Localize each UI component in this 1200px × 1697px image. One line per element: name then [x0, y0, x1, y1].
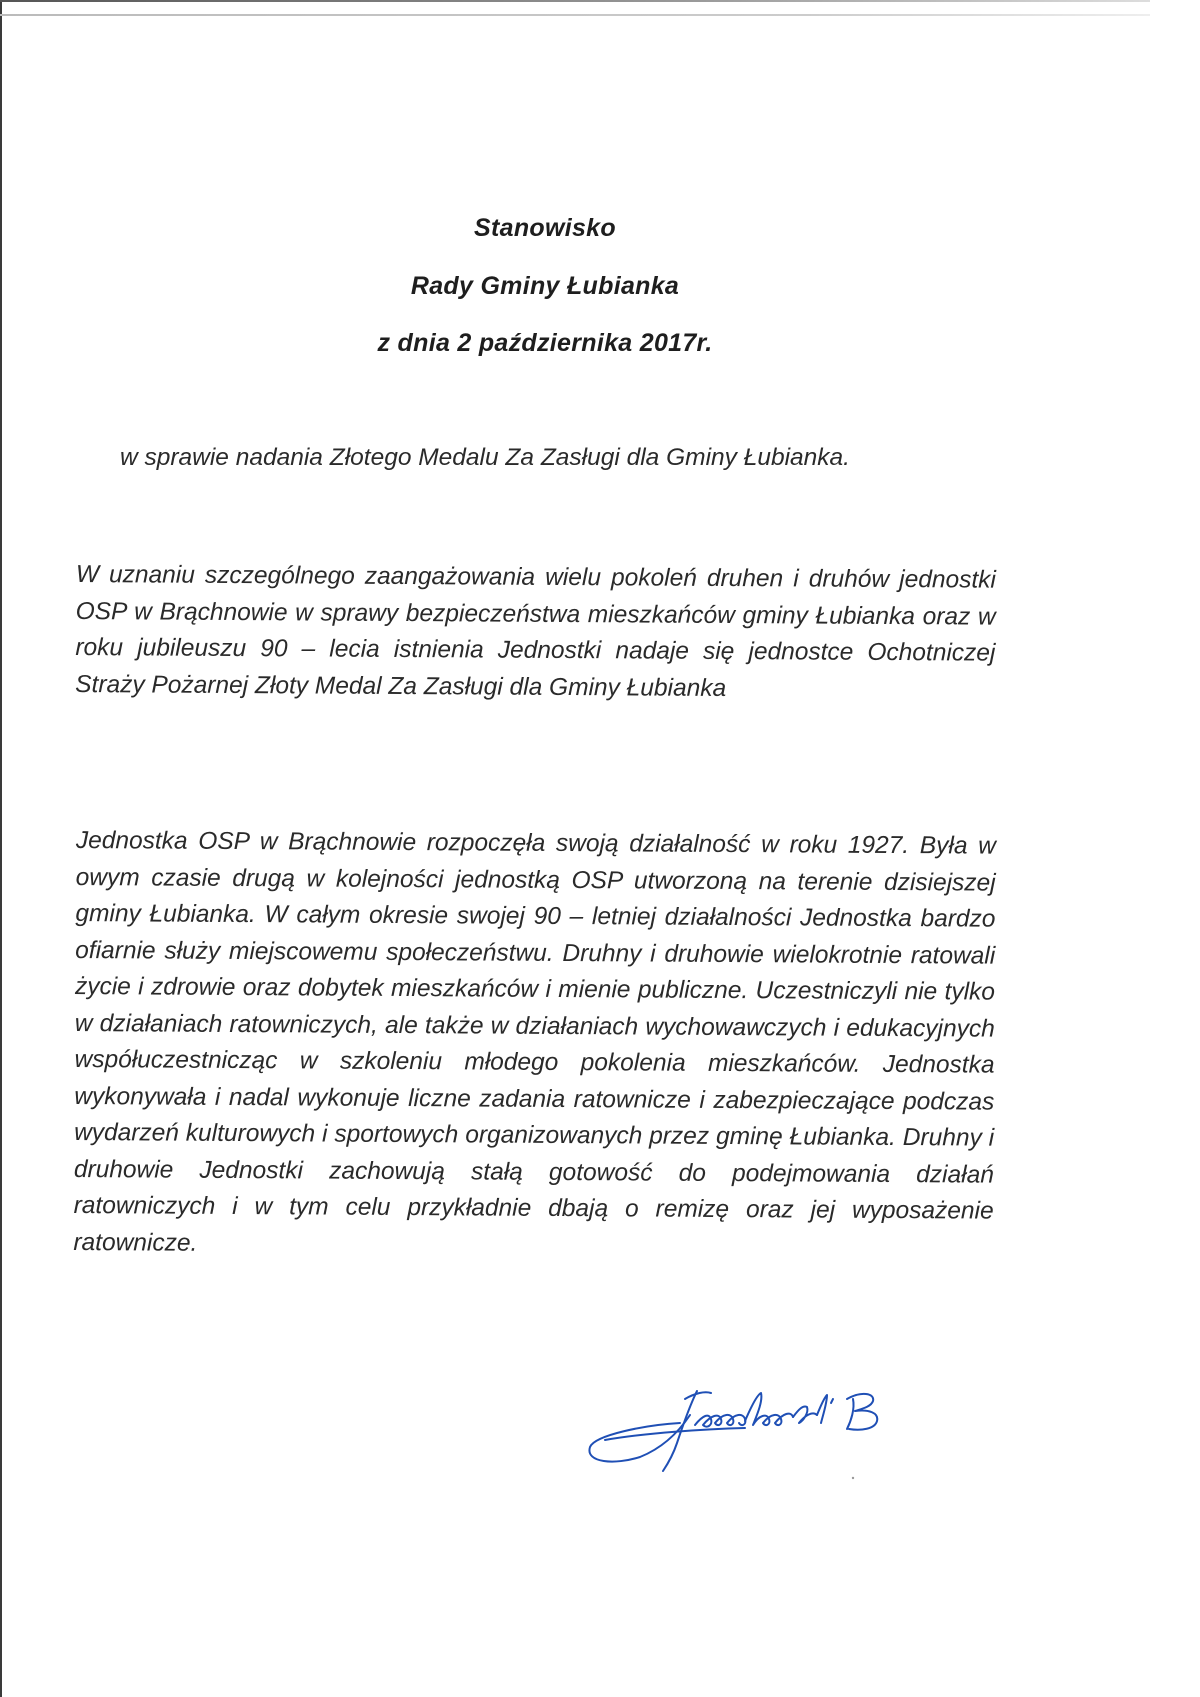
scan-edge-left: [0, 0, 2, 1697]
handwritten-signature: [585, 1385, 965, 1485]
scan-edge-top-secondary: [0, 14, 1150, 16]
document-issuer: Rady Gminy Łubianka: [410, 272, 680, 300]
document-subject: w sprawie nadania Złotego Medalu Za Zasługi dla Gminy Łubianka.: [120, 444, 850, 471]
scan-edge-top: [0, 0, 1150, 2]
paragraph-resolution: W uznaniu szczególnego zaangażowania wielu pokoleń druhen i druhów jednostki OSP w Brąchnowie w sprawy bezpieczeństwa mieszkańców gminy Łubianka oraz w roku jubileuszu 90 – lecia istnienia Jednostki nadaje się jednostce Ochotniczej Straży Pożarnej Złoty Medal Za Zasługi dla Gminy Łubianka: [75, 560, 996, 702]
document-title: Stanowisko: [474, 214, 616, 242]
document-date: z dnia 2 października 2017r.: [377, 329, 713, 357]
paragraph-justification: Jednostka OSP w Brąchnowie rozpoczęła swoją działalność w roku 1927. Była w owym czasie drugą w kolejności jednostką OSP utworzoną na terenie dzisiejszej gminy Łubianka. W całym okresie swojej 90 – letniej działalności Jednostka bardzo ofiarnie służy miejscowemu społeczeństwu. Druhny i druhowie wielokrotnie ratowali życie i zdrowie oraz dobytek mieszkańców i mienie publiczne. Uczestniczyli nie tylko w działaniach ratowniczych, ale także w działaniach wychowawczych i edukacyjnych współuczestnicząc w szkoleniu młodego pokolenia mieszkańców. Jednostka wykonywała i nadal wykonuje liczne zadania ratownicze i zabezpieczające podczas wydarzeń kulturowych i sportowych organizowanych przez gminę Łubianka. Druhny i druhowie Jednostki zachowują stałą gotowość do podejmowania działań ratowniczych i w tym celu przykładnie dbają o remizę oraz jej wyposażenie ratownicze.: [73, 826, 996, 1257]
